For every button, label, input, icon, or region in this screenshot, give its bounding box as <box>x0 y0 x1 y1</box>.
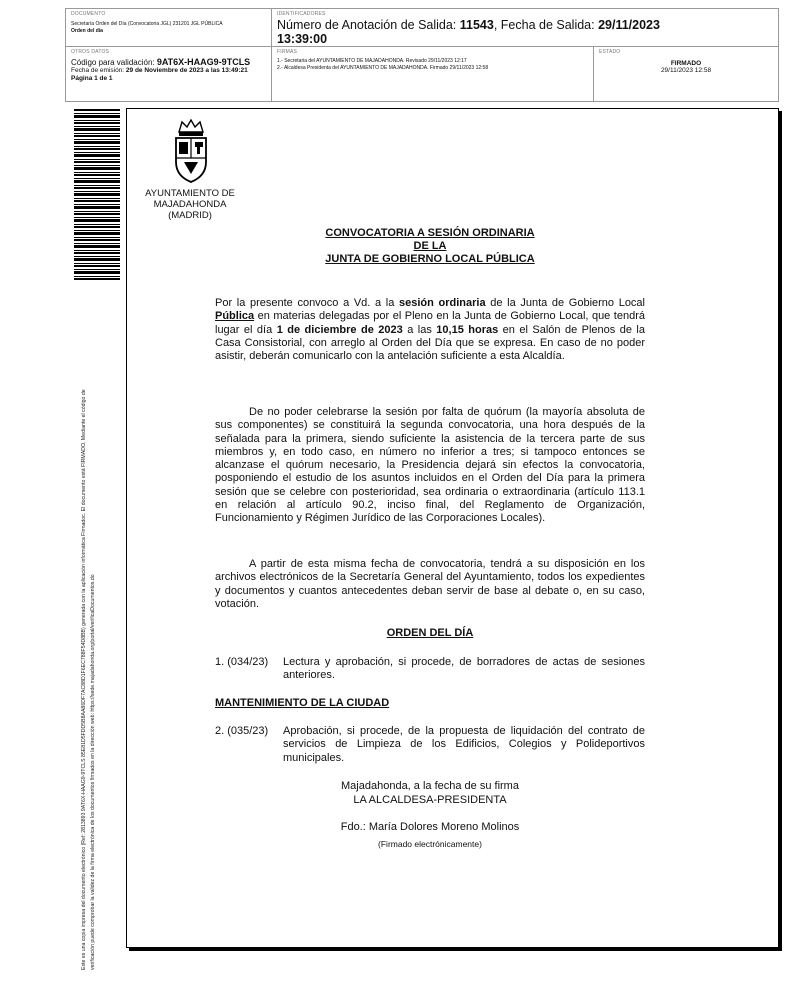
side-text-line2: verificación puede comprobar la validez de la firma electrónica de los documentos firmados en la dirección web: https://sede.majadahonda.org/portal/verificaDocumentos.do <box>90 574 96 970</box>
letterhead-line2: MAJADAHONDA <box>153 199 227 210</box>
agenda-title: ORDEN DEL DÍA <box>386 627 474 639</box>
otros-label: OTROS DATOS <box>71 49 110 55</box>
estado-label: ESTADO <box>599 49 621 55</box>
page-count: Página 1 de 1 <box>71 75 113 82</box>
title-line3: JUNTA DE GOBIERNO LOCAL PÚBLICA <box>325 253 535 265</box>
convocation-paragraph: Por la presente convoco a Vd. a la sesión ordinaria de la Junta de Gobierno Local Pública en materias delegadas por el Pleno en la Junta de Gobierno Local, que tendrá lugar el día 1 de diciembre de 2023 a las 10,15 horas en el Salón de Plenos de la Casa Consistorial, con arreglo al Orden del Día que se expresa. En caso de no poder asistir, deberán comunicarlo con la antelación suficiente a esta Alcaldía. <box>215 297 645 363</box>
firma-2: 2.- Alcaldesa Presidenta del AYUNTAMIENTO DE MAJADAHONDA. Firmado 29/11/2023 12:58 <box>277 65 489 71</box>
documents-paragraph: A partir de esta misma fecha de convocatoria, tendrá a su disposición en los archivos electrónicos de la Secretaría General del Ayuntamiento, todos los expedientes y documentos y cuantos antecedentes deban servir de base al debate o, en su caso, votación. <box>215 558 645 610</box>
title-line1: CONVOCATORIA A SESIÓN ORDINARIA <box>325 227 535 239</box>
barcode <box>74 108 120 280</box>
signer-name: Fdo.: María Dolores Moreno Molinos <box>340 821 520 833</box>
verification-side-text <box>80 290 98 970</box>
section-heading: MANTENIMIENTO DE LA CIUDAD <box>215 697 390 709</box>
agenda-item-number: 2. (035/23) <box>215 725 269 737</box>
identificadores-cell <box>272 9 778 46</box>
title-line2: DE LA <box>413 240 447 252</box>
agenda-item-1 <box>215 656 645 683</box>
agenda-item-text: Lectura y aprobación, si procede, de borradores de actas de sesiones anteriores. <box>283 656 645 682</box>
municipality-letterhead <box>130 188 250 221</box>
agenda-item-text: Aprobación, si procede, de la propuesta de liquidación del contrato de servicios de Limpieza de los Edificios, Colegios y Polideportivos municipales. <box>283 725 645 764</box>
anotacion-text: Número de Anotación de Salida: 11543, Fecha de Salida: 29/11/2023 13:39:00 <box>277 18 660 46</box>
closing-role: LA ALCALDESA-PRESIDENTA <box>353 794 507 806</box>
codigo-validacion: Código para validación: 9AT6X-HAAG9-9TCLS <box>71 57 251 67</box>
estado-cell <box>594 47 778 101</box>
documento-cell <box>66 9 271 46</box>
firma-1: 1.- Secretaria del AYUNTAMIENTO DE MAJADAHONDA. Revisado 29/11/2023 12:17 <box>277 58 467 64</box>
documento-label: DOCUMENTO <box>71 11 106 17</box>
firmas-cell <box>272 47 593 101</box>
otros-datos-cell <box>66 47 271 101</box>
fecha-emision: Fecha de emisión: 29 de Noviembre de 2023 a las 13:49:21 <box>71 67 248 74</box>
closing-place: Majadahonda, a la fecha de su firma <box>341 780 519 792</box>
firmas-label: FIRMAS <box>277 49 298 55</box>
signature-header <box>65 8 779 102</box>
identificadores-label: IDENTIFICADORES <box>277 11 326 17</box>
letterhead-line1: AYUNTAMIENTO DE <box>145 188 235 199</box>
document-title <box>215 227 645 266</box>
coat-of-arms-icon <box>170 118 212 186</box>
side-text-line1: Este es una copia impresa del documento electrónico (Ref: 2813893 9AT6X-HAAG9-9TCLS 85E81D5FDD5B8AA86DF7AC88D1F6EC788F54D8BB) generada con la aplicación informática Firmadoc. El documento está FIRMADO. Mediante el código de <box>81 389 87 970</box>
agenda-item-number: 1. (034/23) <box>215 656 269 668</box>
documento-type: Orden del día <box>71 28 103 34</box>
agenda-item-2 <box>215 725 645 765</box>
estado-date: 29/11/2023 12:58 <box>660 67 712 74</box>
documento-name: Secretaría Orden del Día (Convocatoria JGL) 231201 JGL PÚBLICA <box>71 21 223 27</box>
quorum-paragraph: De no poder celebrarse la sesión por falta de quórum (la mayoría absoluta de sus componentes) se constituirá la segunda convocatoria, una hora después de la señalada para la primera, siendo suficiente la asistencia de la tercera parte de sus miembros y, en todo caso, en número no inferior a tres; si tampoco entonces se alcanzase el quórum necesario, la Presidencia dejará sin efectos la convocatoria, posponiendo el estudio de los asuntos incluidos en el Orden del Día para la primera sesión que se celebre con posterioridad, sea ordinaria o extraordinaria (artículo 113.1 en relación al artículo 90.2, inciso final, del Reglamento de Organización, Funcionamiento y Régimen Jurídico de las Corporaciones Locales). <box>215 406 645 525</box>
electronic-signature-note: (Firmado electrónicamente) <box>378 839 482 849</box>
estado-value: FIRMADO <box>670 60 702 67</box>
letterhead-line3: (MADRID) <box>168 210 212 221</box>
